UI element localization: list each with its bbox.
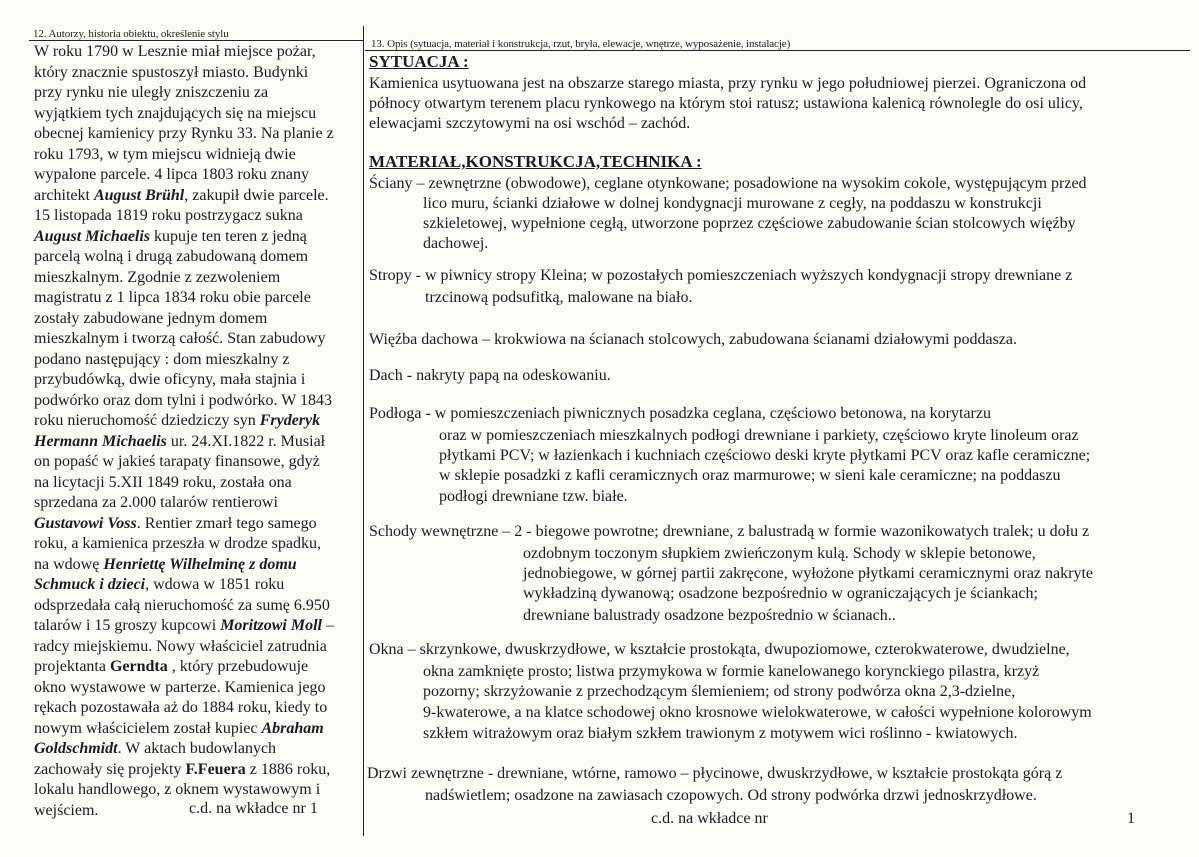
sytuacja-line: Kamienica usytuowana jest na obszarze starego miasta, przy rynku w jego południowej pierzei. Ograniczona od — [369, 75, 1087, 92]
text-run: . Rentier zmarł tego samego — [136, 514, 317, 532]
okna-line: pozorny; skrzyżowanie z przechodzącym ślemieniem; od strony podwórza okna 2,3-dzielne, — [423, 683, 1016, 700]
podloga-line: Podłoga - w pomieszczeniach piwnicznych posadzka ceglana, częściowo betonowa, na korytarzu — [369, 405, 991, 422]
text-run: zostały zabudowane jednym domem — [34, 309, 268, 327]
wiezba-line: Więźba dachowa – krokwiowa na ścianach stolcowych, zabudowana ścianami działowymi poddasza. — [369, 331, 1018, 348]
text-run: – — [322, 617, 334, 634]
history-line — [34, 227, 359, 248]
right-section-header: 13. Opis (sytuacja, materiał i konstrukcja, rzut, bryła, elewacje, wnętrze, wyposażenie, instalacje) — [371, 38, 791, 50]
history-line — [34, 452, 359, 473]
text-run: , zakupił dwie parcele. — [184, 186, 329, 204]
history-line — [34, 411, 359, 432]
history-line — [34, 473, 359, 494]
okna-line: szkłem witrażowym oraz białym szkłem trawionym z motywem wici roślinno - kwiatowych. — [423, 725, 1018, 742]
emphasized-name: Abraham — [261, 719, 324, 737]
sytuacja-line: elewacjami szczytowymi na osi wschód – zachód. — [369, 115, 691, 132]
dach-line: Dach - nakryty papą na odeskowaniu. — [369, 367, 611, 384]
schody-line: ozdobnym toczonym słupkiem zwieńczonym kulą. Schody w sklepie betonowe, — [523, 545, 1036, 562]
history-line — [34, 124, 359, 145]
history-line — [34, 165, 359, 186]
text-run: wypalone parcele. 4 lipca 1803 roku znany — [34, 166, 310, 183]
text-run: projektanta — [34, 658, 110, 675]
text-run: zachowały się projekty — [34, 760, 186, 778]
history-line — [34, 432, 359, 453]
text-run: architekt — [34, 186, 94, 204]
history-line — [34, 370, 359, 391]
left-continued-note: c.d. na wkładce nr 1 — [189, 800, 318, 817]
emphasized-name: Gustavowi Voss — [34, 514, 137, 532]
document-form — [29, 26, 1190, 836]
history-line — [34, 309, 359, 330]
history-line — [34, 698, 359, 719]
history-line — [34, 637, 359, 658]
text-run: nowym właścicielem został kupiec — [34, 719, 262, 737]
emphasized-name: Hermann Michaelis — [34, 432, 167, 450]
text-run: talarów i 15 groszy kupcowi — [34, 617, 221, 634]
text-run: lokalu handlowego, z oknem wystawowym i — [34, 781, 321, 798]
sciany-line: dachowej. — [423, 235, 489, 252]
podloga-line: oraz w pomieszczeniach mieszkalnych podłogi drewniane i parkiety, częściowo kryte linoleum oraz — [439, 427, 1079, 444]
text-run: odsprzedała całą nieruchomość za sumę 6.950 — [34, 596, 330, 614]
history-line — [34, 575, 359, 596]
history-line — [34, 739, 359, 760]
history-line — [34, 268, 359, 289]
right-continued-note: c.d. na wkładce nr — [651, 810, 768, 827]
history-line — [34, 678, 359, 699]
history-line — [34, 596, 359, 617]
text-run: kupuje ten teren z jedną — [150, 227, 307, 245]
sytuacja-heading: SYTUACJA : — [369, 52, 469, 71]
emphasized-name: Gerndta — [109, 658, 168, 675]
history-line — [34, 534, 359, 555]
history-line — [34, 104, 359, 125]
text-run: przybudówką, dwie oficyny, mała stajnia i — [34, 371, 306, 388]
text-run: , wdowa w 1851 roku — [145, 576, 285, 593]
history-line — [34, 329, 359, 350]
sciany-line: lico muru, ścianki działowe w dolnej kondygnacji murowane z cegły, na poddaszu w konstrukcji — [423, 195, 1042, 212]
schody-line: Schody wewnętrzne – 2 - biegowe powrotne; drewniane, z balustradą w formie wazonikowatych tralek; u dołu z — [369, 523, 1090, 540]
left-header-rule — [29, 40, 363, 41]
history-line — [34, 206, 359, 227]
text-run: który znacznie spustoszył miasto. Budynki — [34, 63, 309, 81]
text-run: podano następujący : dom mieszkalny z — [34, 350, 290, 368]
history-line — [34, 493, 359, 514]
history-line — [34, 63, 359, 84]
text-run: . W aktach budowlanych — [117, 740, 277, 757]
history-line — [34, 391, 359, 412]
material-heading: MATERIAŁ,KONSTRUKCJA,TECHNIKA : — [369, 152, 702, 171]
history-line — [34, 247, 359, 268]
left-section-header: 12. Autorzy, historia obiektu, określenie stylu — [33, 28, 229, 40]
drzwi-line: nadświetlem; osadzone na zawiasach czopowych. Od strony podwórka drzwi jednoskrzydłowe. — [425, 787, 1037, 804]
text-run: mieszkalnym. Zgodnie z zezwoleniem — [34, 268, 281, 286]
history-line — [34, 719, 359, 740]
stropy-line: Stropy - w piwnicy stropy Kleina; w pozostałych pomieszczeniach wyższych kondygnacji stropy drewniane z — [369, 267, 1073, 284]
podloga-line: płytkami PCV; w łazienkach i kuchniach częściowo deski kryte płytkami PCV oraz kafle ceramiczne; — [439, 447, 1091, 464]
text-run: magistratu z 1 lipca 1834 roku obie parcele — [34, 289, 311, 306]
text-run: okno wystawowe w parterze. Kamienica jego — [34, 678, 326, 696]
text-run: na licytacji 5.XII 1849 roku, została ona — [34, 473, 292, 491]
text-run: z 1886 roku, — [245, 760, 331, 778]
history-line — [34, 186, 359, 207]
text-run: wejściem. — [34, 801, 99, 819]
text-run: podwórko oraz dom tylni i podwórko. W 1843 — [34, 391, 333, 409]
okna-line: 9-kwaterowe, a na klatce schodowej okno krosnowe wielokwaterowe, w całości wypełnione kolorowym — [423, 704, 1092, 721]
history-line — [34, 555, 359, 576]
schody-line: wykładziną dywanową; osadzone bezpośrednio w ograniczających je ściankach; — [523, 585, 1038, 602]
sciany-line: Ściany – zewnętrzne (obwodowe), ceglane otynkowane; posadowione na wysokim cokole, występującym przed — [369, 175, 1087, 192]
text-run: ur. 24.XI.1822 r. Musiał — [166, 432, 326, 450]
text-run: on popaść w jakieś tarapaty finansowe, gdyż — [34, 453, 320, 470]
text-run: , który przebudowuje — [167, 658, 309, 675]
column-divider — [363, 26, 364, 836]
drzwi-line: Drzwi zewnętrzne - drewniane, wtórne, ramowo – płycinowe, dwuskrzydłowe, w kształcie prostokąta górą z — [367, 765, 1063, 782]
text-run: wyjątkiem tych znajdujących się na miejscu — [34, 104, 317, 122]
text-run: parcelą wolną i drugą zabudowaną domem — [34, 248, 309, 265]
right-header-rule — [365, 50, 1190, 51]
text-run: W roku 1790 w Lesznie miał miejsce pożar, — [34, 43, 316, 60]
history-line — [34, 83, 359, 104]
text-run: rękach pozostawała aż do 1884 roku, kiedy to — [34, 699, 328, 716]
podloga-line: podłogi drewniane tzw. białe. — [439, 488, 628, 505]
history-line — [34, 42, 359, 63]
emphasized-name: August Brühl — [93, 186, 185, 204]
text-run: radcy miejskiemu. Nowy właściciel zatrudnia — [34, 637, 327, 655]
text-run: obecnej kamienicy przy Rynku 33. Na planie z — [34, 125, 334, 142]
schody-line: jednobiegowe, w górnej partii zakręcone, wyłożone płytkami ceramicznymi oraz nakryte — [523, 565, 1093, 582]
okna-line: okna zamknięte prosto; listwa przymykowa w formie kanelowanego korynckiego pilastra, krzyż — [423, 663, 1040, 680]
history-line — [34, 657, 359, 678]
podloga-line: w sklepie posadzki z kafli ceramicznych oraz marmurowe; w sieni kale ceramiczne; na poddaszu — [439, 467, 1061, 484]
okna-line: Okna – skrzynkowe, dwuskrzydłowe, w kształcie prostokąta, dwupoziomowe, czterokwaterowe, dwudzielne, — [369, 641, 1070, 658]
text-run: na wdowę — [34, 555, 104, 573]
text-run: sprzedana za 2.000 talarów rentierowi — [34, 494, 278, 511]
history-line — [34, 780, 359, 801]
emphasized-name: Goldschmidt — [34, 740, 118, 757]
emphasized-name: F.Feuera — [185, 760, 246, 778]
emphasized-name: Henriettę Wilhelminę z domu — [103, 555, 297, 573]
emphasized-name: August Michaelis — [34, 227, 151, 245]
history-line — [34, 616, 359, 637]
text-run: roku, a kamienica przeszła w drodze spadku, — [34, 535, 321, 552]
emphasized-name: Schmuck i dzieci — [34, 576, 146, 593]
text-run: roku nieruchomość dziedziczy syn — [34, 412, 260, 429]
emphasized-name: Moritzowi Moll — [220, 617, 322, 634]
history-text — [34, 42, 359, 821]
history-line — [34, 145, 359, 166]
emphasized-name: Fryderyk — [259, 412, 321, 429]
text-run: przy rynku nie uległy zniszczeniu za — [34, 84, 269, 101]
text-run: 15 listopada 1819 roku postrzygacz sukna — [34, 207, 303, 224]
page-number: 1 — [1127, 810, 1135, 827]
history-line — [34, 350, 359, 371]
history-line — [34, 514, 359, 535]
text-run: mieszkalnym i tworzą całość. Stan zabudowy — [34, 330, 326, 347]
history-line — [34, 760, 359, 781]
text-run: roku 1793, w tym miejscu widnieją dwie — [34, 145, 296, 163]
history-line — [34, 288, 359, 309]
schody-line: drewniane balustrady osadzone bezpośrednio w ścianach.. — [523, 607, 896, 624]
stropy-line: trzcinową podsufitką, malowane na biało. — [425, 289, 693, 306]
sytuacja-line: północy otwartym terenem placu rynkowego na którym stoi ratusz; ustawiona kalenicą równolegle do osi ulicy, — [369, 95, 1083, 112]
sciany-line: szkieletowej, wypełnione cegłą, utworzone poprzez częściowe zabudowanie ścian stolcowych więźby — [423, 215, 1076, 232]
